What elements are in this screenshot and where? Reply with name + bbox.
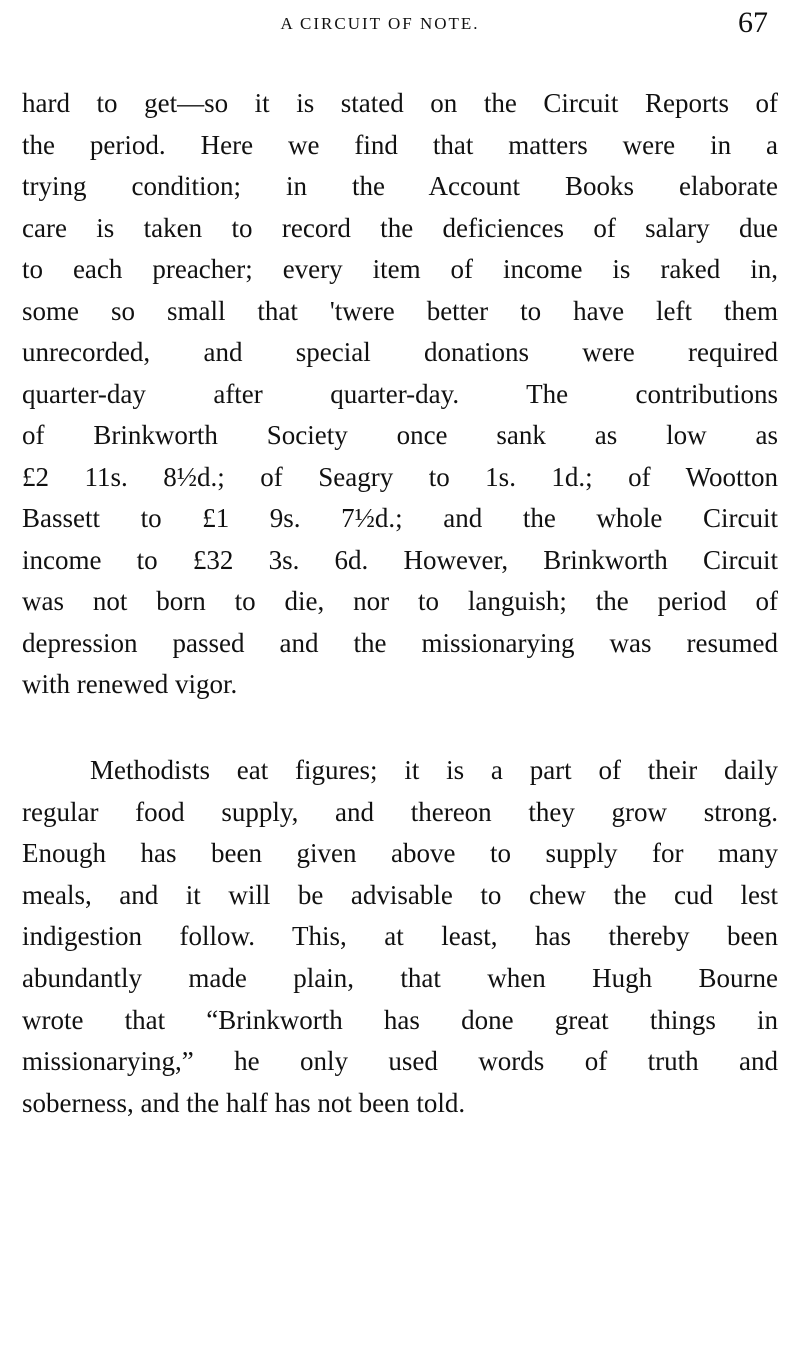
text-line: Bassett to £1 9s. 7½d.; and the whole Circuit [22, 503, 778, 533]
text-line: soberness, and the half has not been told. [22, 1087, 466, 1118]
running-title: A CIRCUIT OF NOTE. [280, 14, 480, 33]
text-line: Methodists eat figures; it is a part of their daily [90, 755, 778, 785]
text-line: was not born to die, nor to languish; the period of [22, 586, 778, 616]
text-line: income to £32 3s. 6d. However, Brinkworth Circuit [22, 544, 778, 575]
text-line: hard to get—so it is stated on the Circuit Reports of [22, 88, 778, 118]
text-line: missionarying,” he only used words of truth and [22, 1046, 778, 1077]
text-line: Enough has been given above to supply for many [22, 838, 778, 869]
text-line: to each preacher; every item of income is raked in, [22, 254, 778, 284]
text-line: care is taken to record the deficiences of salary due [22, 212, 778, 243]
page-header [0, 6, 800, 42]
text-line: meals, and it will be advisable to chew the cud lest [22, 879, 778, 910]
text-line: unrecorded, and special donations were required [22, 337, 778, 367]
text-line: some so small that 'twere better to have left them [22, 295, 778, 326]
text-line: £2 11s. 8½d.; of Seagry to 1s. 1d.; of Wootton [22, 461, 778, 492]
text-line: wrote that “Brinkworth has done great things in [22, 1004, 778, 1035]
text-line: the period. Here we find that matters were in a [22, 129, 778, 160]
text-line: quarter-day after quarter-day. The contributions [22, 378, 778, 409]
page-number: 67 [738, 6, 768, 39]
text-line: trying condition; in the Account Books elaborate [22, 171, 778, 201]
text-line: indigestion follow. This, at least, has thereby been [22, 921, 778, 952]
text-line: of Brinkworth Society once sank as low as [22, 420, 778, 450]
text-line: abundantly made plain, that when Hugh Bourne [22, 963, 778, 993]
text-line: with renewed vigor. [22, 669, 238, 699]
text-line: regular food supply, and thereon they grow strong. [22, 796, 778, 827]
text-line: depression passed and the missionarying was resumed [22, 627, 778, 658]
